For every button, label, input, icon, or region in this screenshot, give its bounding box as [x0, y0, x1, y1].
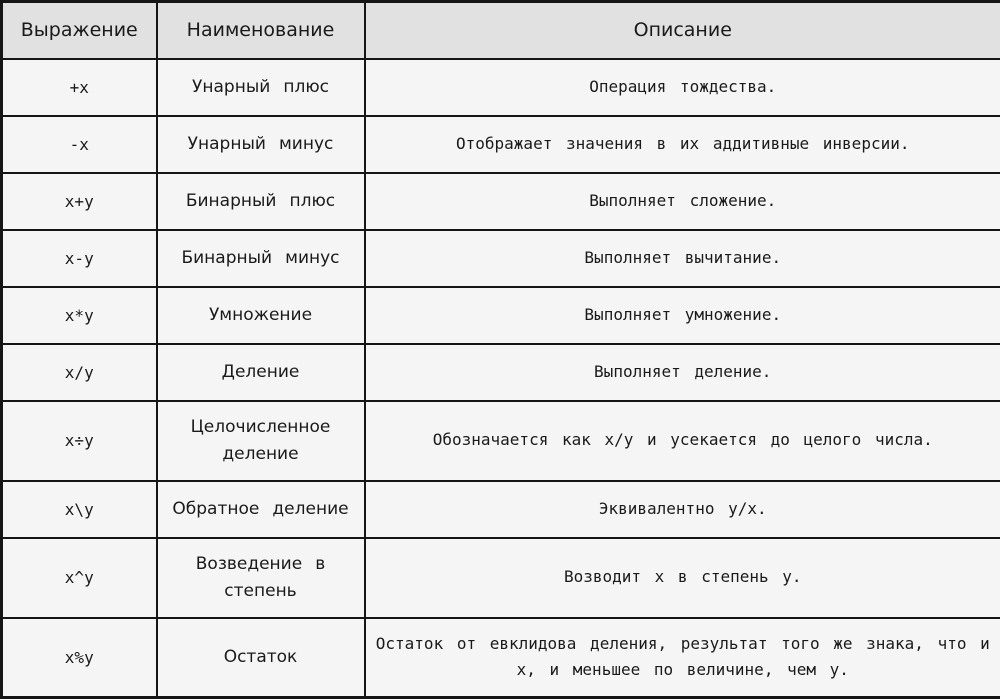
header-description: Описание — [365, 2, 1000, 59]
name-cell: Возведение в степень — [157, 538, 365, 618]
description-cell: Выполняет вычитание. — [365, 230, 1000, 287]
expression-cell: x+y — [2, 173, 157, 230]
name-cell: Бинарный плюс — [157, 173, 365, 230]
table-row — [2, 538, 1000, 618]
table-row — [2, 230, 1000, 287]
table-row — [2, 173, 1000, 230]
table-body — [2, 59, 1000, 698]
name-cell: Бинарный минус — [157, 230, 365, 287]
header-name: Наименование — [157, 2, 365, 59]
table-row — [2, 116, 1000, 173]
name-cell: Унарный плюс — [157, 59, 365, 116]
expression-cell: x^y — [2, 538, 157, 618]
table-header — [2, 2, 1000, 59]
expression-cell: x/y — [2, 344, 157, 401]
table-row — [2, 481, 1000, 538]
table-row — [2, 287, 1000, 344]
description-cell: Выполняет сложение. — [365, 173, 1000, 230]
header-row — [2, 2, 1000, 59]
description-cell: Эквивалентно y/x. — [365, 481, 1000, 538]
name-cell: Остаток — [157, 618, 365, 698]
description-cell: Отображает значения в их аддитивные инверсии. — [365, 116, 1000, 173]
name-cell: Деление — [157, 344, 365, 401]
name-cell: Целочисленное деление — [157, 401, 365, 481]
expression-cell: x-y — [2, 230, 157, 287]
name-cell: Умножение — [157, 287, 365, 344]
expression-cell: +x — [2, 59, 157, 116]
name-cell: Обратное деление — [157, 481, 365, 538]
description-cell: Выполняет деление. — [365, 344, 1000, 401]
expression-cell: x%y — [2, 618, 157, 698]
description-cell: Выполняет умножение. — [365, 287, 1000, 344]
table-row — [2, 401, 1000, 481]
table-row — [2, 344, 1000, 401]
expression-cell: x*y — [2, 287, 157, 344]
description-cell: Обозначается как x/y и усекается до целого числа. — [365, 401, 1000, 481]
description-cell: Остаток от евклидова деления, результат того же знака, что и x, и меньшее по величине, чем y. — [365, 618, 1000, 698]
description-cell: Возводит x в степень y. — [365, 538, 1000, 618]
expression-cell: x\y — [2, 481, 157, 538]
name-cell: Унарный минус — [157, 116, 365, 173]
table-row — [2, 618, 1000, 698]
expression-cell: x÷y — [2, 401, 157, 481]
header-expression: Выражение — [2, 2, 157, 59]
description-cell: Операция тождества. — [365, 59, 1000, 116]
expression-cell: -x — [2, 116, 157, 173]
table-row — [2, 59, 1000, 116]
